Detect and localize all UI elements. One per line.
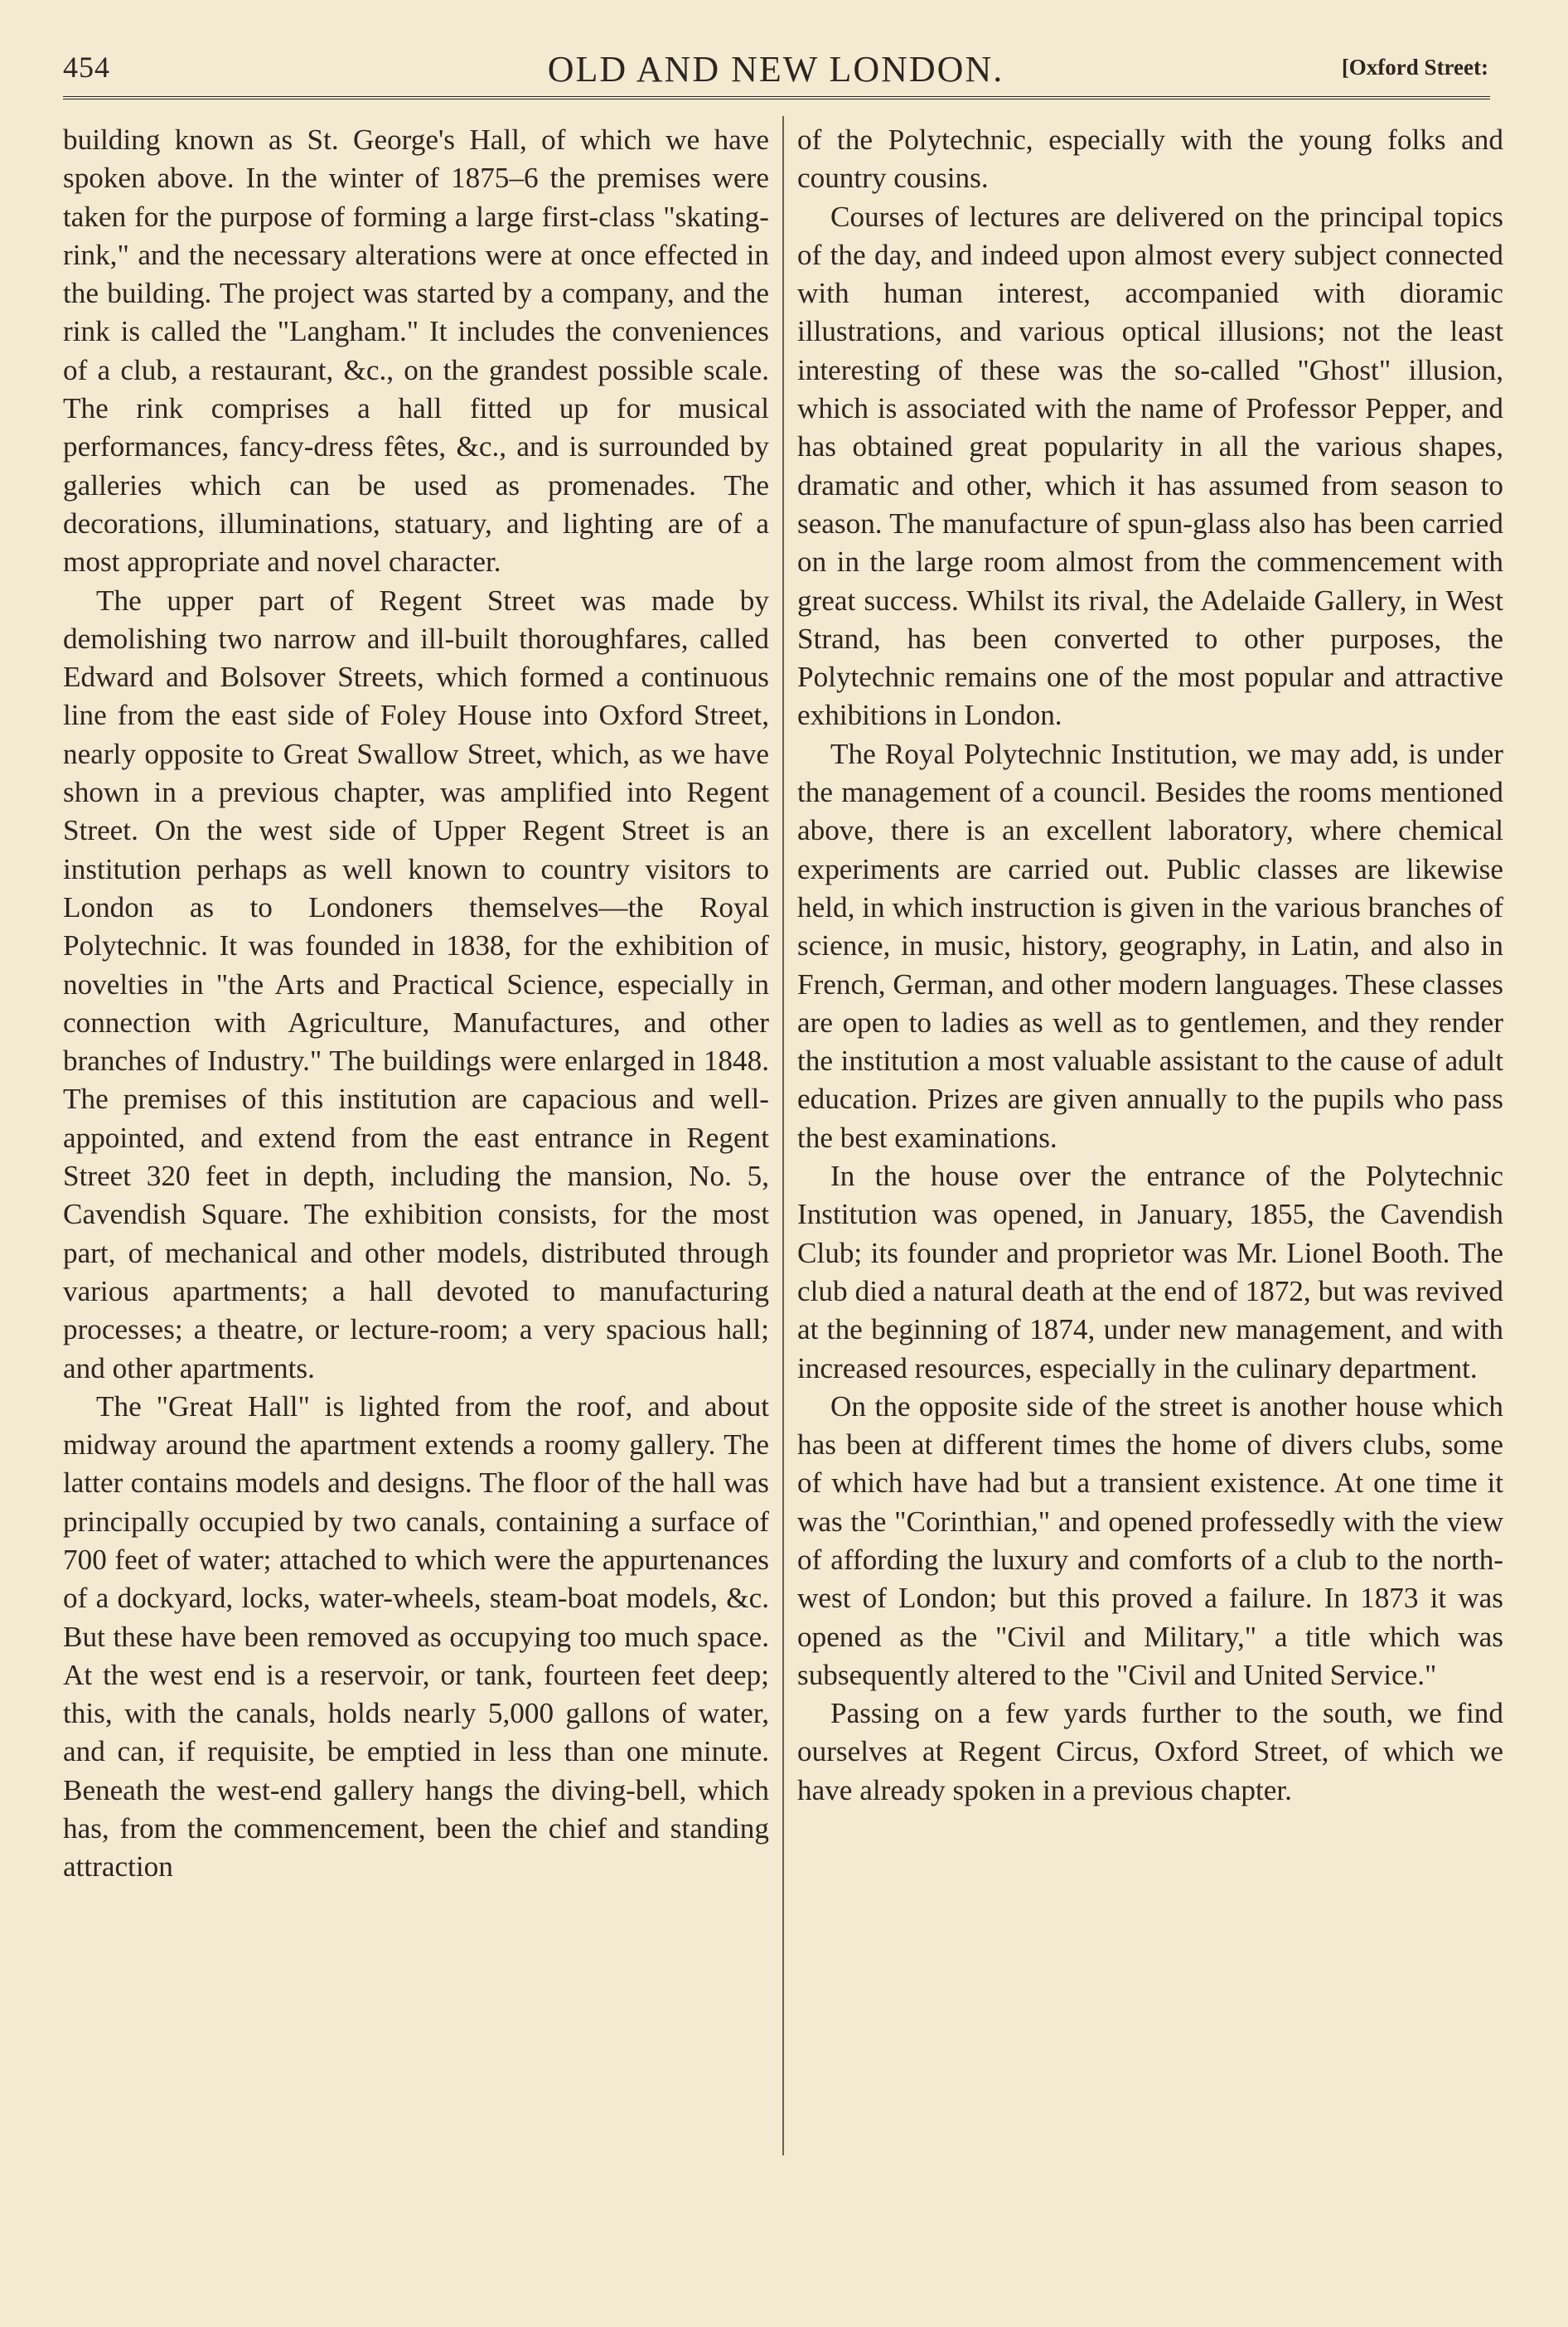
- paragraph: The "Great Hall" is lighted from the roof, and about midway around the apartment extends a roomy gallery. The latter contains models and designs. The floor of the hall was principally occupied by two canals, containing a surface of 700 feet of water; attached to which were the appurtenances of a dockyard, locks, water-wheels, steam-boat models, &c. But these have been removed as occupying too much space. At the west end is a reservoir, or tank, fourteen feet deep; this, with the canals, holds nearly 5,000 gallons of water, and can, if requisite, be emptied in less than one minute. Beneath the west-end gallery hangs the diving-bell, which has, from the commencement, been the chief and standing attraction: [63, 1389, 769, 1883]
- paragraph: In the house over the entrance of the Polytechnic Institution was opened, in January, 1855, the Cavendish Club; its founder and proprietor was Mr. Lionel Booth. The club died a natural death at the end of 1872, but was revived at the beginning of 1874, under new management, and with increased resources, especially in the culinary department.: [797, 1160, 1503, 1384]
- paragraph: of the Polytechnic, especially with the young folks and country cousins.: [797, 124, 1503, 195]
- left-column: [63, 121, 769, 1887]
- paragraph: The upper part of Regent Street was made by demolishing two narrow and ill-built thoroughfares, called Edward and Bolsover Streets, which formed a continuous line from the east side of Foley House into Oxford Street, nearly opposite to Great Swallow Street, which, as we have shown in a previous chapter, was amplified into Regent Street. On the west side of Upper Regent Street is an institution perhaps as well known to country visitors to London as to Londoners themselves—the Royal Polytechnic. It was founded in 1838, for the exhibition of novelties in "the Arts and Practical Science, especially in connection with Agriculture, Manufactures, and other branches of Industry." The buildings were enlarged in 1848. The premises of this institution are capacious and well-appointed, and extend from the east entrance in Regent Street 320 feet in depth, including the mansion, No. 5, Cavendish Square. The exhibition consists, for the most part, of mechanical and other models, distributed through various apartments; a hall devoted to manufacturing processes; a theatre, or lecture-room; a very spacious hall; and other apartments.: [63, 584, 769, 1384]
- page-header: [63, 43, 1488, 95]
- header-rule: [63, 96, 1490, 99]
- paragraph: Courses of lectures are delivered on the principal topics of the day, and indeed upon almost every subject connected with human interest, accompanied with dioramic illustrations, and various optical illusions; not the least interesting of these was the so-called "Ghost" illusion, which is associated with the name of Professor Pepper, and has obtained great popularity in all the various shapes, dramatic and other, which it has assumed from season to season. The manufacture of spun-glass also has been carried on in the large room almost from the commencement with great success. Whilst its rival, the Adelaide Gallery, in West Strand, has been converted to other purposes, the Polytechnic remains one of the most popular and attractive exhibitions in London.: [797, 200, 1503, 732]
- paragraph: building known as St. George's Hall, of which we have spoken above. In the winter of 1875–6 the premises were taken for the purpose of forming a large first-class "skating-rink," and the necessary alterations were at once effected in the building. The project was started by a company, and the rink is called the "Langham." It includes the conveniences of a club, a restaurant, &c., on the grandest possible scale. The rink comprises a hall fitted up for musical performances, fancy-dress fêtes, &c., and is surrounded by galleries which can be used as promenades. The decorations, illuminations, statuary, and lighting are of a most appropriate and novel character.: [63, 124, 769, 579]
- paragraph: On the opposite side of the street is another house which has been at different times the home of divers clubs, some of which have had but a transient existence. At one time it was the "Corinthian," and opened professedly with the view of affording the luxury and comforts of a club to the north-west of London; but this proved a failure. In 1873 it was opened as the "Civil and Military," a title which was subsequently altered to the "Civil and United Service.": [797, 1389, 1503, 1691]
- paragraph: The Royal Polytechnic Institution, we may add, is under the management of a council. Besides the rooms mentioned above, there is an excellent laboratory, where chemical experiments are carried out. Public classes are likewise held, in which instruction is given in the various branches of science, in music, history, geography, in Latin, and also in French, German, and other modern languages. These classes are open to ladies as well as to gentlemen, and they render the institution a most valuable assistant to the cause of adult education. Prizes are given annually to the pupils who pass the best examinations.: [797, 737, 1503, 1154]
- paragraph: Passing on a few yards further to the south, we find ourselves at Regent Circus, Oxford Street, of which we have already spoken in a previous chapter.: [797, 1697, 1503, 1806]
- page-number: 454: [63, 51, 110, 84]
- running-title: OLD AND NEW LONDON.: [547, 49, 1004, 90]
- column-divider: [782, 116, 784, 2155]
- right-column: [797, 121, 1503, 1810]
- running-section-label: [Oxford Street:: [1341, 55, 1488, 80]
